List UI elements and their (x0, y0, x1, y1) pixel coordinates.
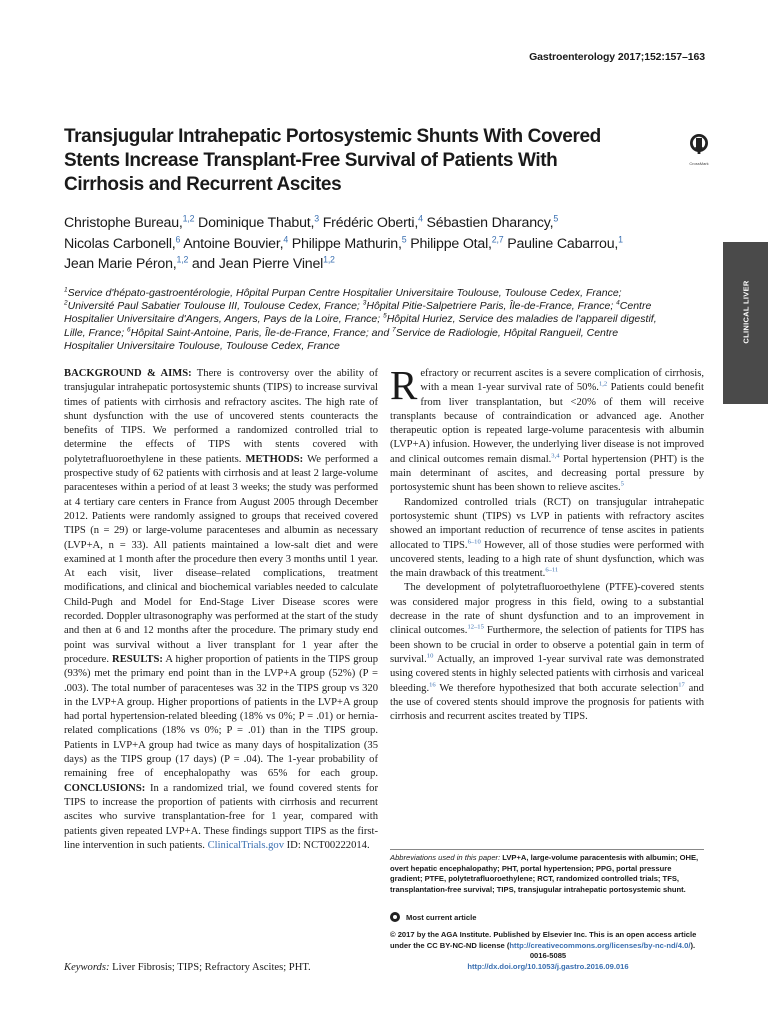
citation-ref[interactable]: 12–15 (467, 623, 484, 631)
intro-text: Portal hypertension (PHT) is the main determinant of ascites, and decreasing portal pressure by portosystemic shunt has been shown to relieve ascites. (390, 453, 704, 494)
author-name: Philippe Otal, (410, 235, 492, 252)
affil-number: 4 (616, 299, 620, 307)
intro-text: Actually, an improved 1-year survival rate was demonstrated using covered stents in highly selected patients with cirrhosis and variceal bleeding. (390, 653, 704, 694)
affil-number: 7 (392, 326, 396, 334)
affiliation-text: Centre (619, 300, 652, 313)
affiliation-line (64, 287, 714, 300)
author-line (64, 213, 714, 234)
author-line (64, 254, 714, 275)
affiliation-text: Hospitalier Universitaire Toulouse, Toulouse Cedex, France (64, 339, 340, 352)
affiliation-line (64, 313, 714, 326)
citation-ref[interactable]: 17 (678, 681, 685, 688)
author-name: Christophe Bureau, (64, 215, 183, 231)
most-current-article[interactable] (390, 912, 476, 922)
section-tab-label: CLINICAL LIVER (741, 280, 750, 344)
clinicaltrials-link[interactable]: ClinicalTrials.gov (207, 839, 284, 851)
affil-number: 1 (64, 286, 68, 294)
author-affil-ref[interactable]: 3 (314, 213, 319, 224)
affiliation-text: Lille, France; (64, 326, 128, 339)
intro-text: Randomized controlled trials (RCT) on transjugular intrahepatic portosystemic shunt (TIPS) vs LVP in patients with refractory ascites showed an important reduction of recurrence of tense ascites in patients allocated to TIPS. (390, 496, 704, 551)
intro-paragraph (390, 362, 704, 496)
copyright-notice (390, 930, 706, 972)
abstract-heading: RESULTS: (109, 653, 163, 665)
title-line: Transjugular Intrahepatic Portosystemic Shunts With Covered (64, 126, 601, 147)
affiliations (64, 287, 714, 353)
affil-number: 2 (64, 299, 68, 307)
affiliation-text: Hôpital Pitie-Salpetriere Paris, Île-de-France, France; (366, 300, 617, 313)
affiliation-line (64, 327, 714, 340)
author-affil-ref[interactable]: 1 (618, 233, 623, 244)
author-name: Dominique Thabut, (198, 215, 315, 231)
intro-text: Patients could benefit from liver transplantation, but <20% of them will receive transplants because of contraindication or advanced age. Another therapeutic option is repeated large-volume paracentesis with albumin (LVP+A) infusion. However, the underlying liver disease is not improved and clinical outcomes remain dismal. (390, 382, 704, 465)
intro-text: However, all of those studies were performed with uncovered stents, leading to a high rate of shunt dysfunction, which was the main drawback of this treatment. (390, 539, 704, 580)
journal-citation: Gastroenterology 2017;152:157–163 (529, 51, 705, 63)
author-name: Frédéric Oberti, (322, 215, 419, 231)
intro-text: The development of polytetrafluoroethylene (PTFE)-covered stents was considered major progress in this field, owing to a substantial decrease in the rate of shunt dysfunction and to an improvement in clinical outcomes. (390, 582, 704, 637)
affiliation-text: Hôpital Saint-Antoine, Paris, Île-de-France, France; and (130, 326, 393, 339)
issn: 0016-5085 (529, 951, 567, 961)
author-affil-ref[interactable]: 1,2 (176, 254, 189, 265)
author-name: Sébastien Dharancy, (426, 215, 554, 231)
intro-paragraph (390, 581, 704, 724)
crossmark-label: CrossMark (689, 161, 709, 166)
citation-ref[interactable]: 3,4 (551, 452, 560, 460)
abstract (64, 367, 378, 853)
affiliation-text: Hôpital Huriez, Service des maladies de l'appareil digestif, (386, 313, 657, 326)
article-title (64, 125, 624, 197)
abstract-results: A higher proportion of patients in the TIPS group (93%) met the primary end point than in the LVP+A group (52%) (P = .003). The total number of paracenteses was 32 in the TIPS group vs 320 in the LVP+A group. Higher proportions of patients in the LVP+A group had portal hypertension-related bleeding (18% vs 0%; P = .01) or hernia-related complications (18% vs 0%; P = .01) than in the TIPS group. Patients in LVP+A group had twice as many days of hospitalization (35 days) as the TIPS group (17 days) (P = .04). The 1-year probability of remaining free of encephalopathy was 65% for each group. (64, 653, 378, 780)
copyright-text: ). (690, 940, 696, 950)
footnote-divider (390, 849, 704, 850)
author-affil-ref[interactable]: 4 (418, 213, 423, 224)
affiliation-text: Université Paul Sabatier Toulouse III, Toulouse Cedex, France; (67, 300, 363, 313)
author-line (64, 234, 714, 255)
keywords-label: Keywords: (64, 962, 110, 973)
affil-number: 6 (127, 326, 131, 334)
abbreviations-note (390, 853, 706, 895)
affiliation-text: Service de Radiologie, Hôpital Rangueil, Centre (395, 326, 619, 339)
abbreviations-label: Abbreviations used in this paper: (390, 853, 501, 862)
title-line: Cirrhosis and Recurrent Ascites (64, 174, 342, 195)
copyright-text: © 2017 by the AGA Institute. Published by Elsevier Inc. This is an open access article under the CC BY-NC-ND license ( (390, 930, 697, 950)
citation-ref[interactable]: 6–11 (545, 566, 559, 574)
author-affil-ref[interactable]: 6 (175, 233, 181, 244)
affil-number: 3 (362, 299, 367, 307)
intro-text: We therefore hypothesized that both accurate selection (435, 682, 679, 694)
author-affil-ref[interactable]: 5 (553, 213, 559, 224)
affiliation-line (64, 300, 714, 313)
author-affil-ref[interactable]: 1,2 (182, 213, 195, 224)
author-affil-ref[interactable]: 4 (283, 233, 289, 244)
author-affil-ref[interactable]: 1,2 (323, 254, 335, 265)
author-list (64, 213, 714, 275)
affiliation-text: Service d'hépato-gastroentérologie, Hôpital Purpan Centre Hospitalier Universitaire Toulouse, Toulouse Cedex, France; (67, 287, 622, 299)
abbreviations-text: LVP+A, large-volume paracentesis with albumin; OHE, overt hepatic encephalopathy; PHT, portal hypertension; PPG, portal pressure gradient; PTFE, polytetrafluoroethylene; RCT, randomized controlled trials; TFS, transplantation-free survival; TIPS, transjugular intrahepatic portosystemic shunt. (390, 853, 699, 894)
crossmark-badge[interactable] (686, 133, 712, 166)
doi-link[interactable]: http://dx.doi.org/10.1053/j.gastro.2016.09.016 (467, 961, 629, 971)
abstract-heading: BACKGROUND & AIMS: (64, 368, 192, 379)
affil-number: 5 (383, 312, 387, 320)
trial-id: ID: NCT00222014. (284, 839, 370, 851)
author-affil-ref[interactable]: 2,7 (491, 233, 504, 244)
most-current-icon (390, 912, 400, 922)
abstract-conclusions: In a randomized trial, we found covered stents for TIPS to increase the proportion of patients with cirrhosis and recurrent ascites who survive transplantation-free for 1 year, compared with patients given repeated LVP+A. These findings support TIPS as the first-line intervention in such patients. (64, 782, 378, 851)
author-name: Antoine Bouvier, (183, 235, 284, 252)
affiliation-text: Hospitalier Universitaire d'Angers, Angers, Pays de la Loire, France; (64, 313, 384, 326)
author-name: Philippe Mathurin, (291, 235, 402, 252)
drop-cap: R (390, 362, 418, 408)
keywords-text: Liver Fibrosis; TIPS; Refractory Ascites; PHT. (109, 962, 311, 973)
intro-text: and the use of covered stents should improve the prognosis for patients with cirrhosis and recurrent ascites treated by TIPS. (390, 682, 704, 723)
crossmark-icon (689, 133, 709, 155)
author-affil-ref[interactable]: 5 (401, 233, 407, 244)
citation-ref[interactable]: 16 (429, 681, 436, 688)
keywords (64, 961, 378, 975)
citation-ref[interactable]: 10 (426, 652, 434, 660)
introduction (390, 362, 704, 724)
abstract-heading: METHODS: (241, 453, 304, 465)
author-name: Nicolas Carbonell, (64, 235, 176, 252)
intro-text: Furthermore, the selection of patients for TIPS has been shown to be crucial in order to observe a potential gain in term of survival. (390, 625, 704, 665)
citation-ref[interactable]: 1,2 (598, 380, 608, 388)
citation-ref[interactable]: 5 (620, 480, 624, 488)
license-link[interactable]: http://creativecommons.org/licenses/by-nc-nd/4.0/ (509, 940, 691, 950)
author-name: Pauline Cabarrou, (507, 235, 619, 252)
affiliation-line (64, 340, 714, 353)
abstract-text (64, 367, 378, 853)
title-line: Stents Increase Transplant-Free Survival of Patients With (64, 150, 558, 171)
most-current-label: Most current article (406, 912, 477, 922)
author-name: and Jean Pierre Vinel (191, 256, 324, 272)
intro-text: efractory or recurrent ascites is a severe complication of cirrhosis, with a mean 1-year survival rate of 50%. (420, 368, 704, 394)
abstract-background: There is controversy over the ability of transjugular intrahepatic portosystemic shunts (TIPS) to increase survival times of patients with cirrhosis and refractory ascites. The high rate of shunt dysfunction with the use of uncovered stents counteracts the benefits of TIPS. We performed a randomized controlled trial to determine the effects of TIPS with stents covered with polytetrafluoroethylene in these patients. (64, 368, 378, 465)
abstract-heading: CONCLUSIONS: (64, 782, 146, 794)
intro-paragraph (390, 496, 704, 582)
author-name: Jean Marie Péron, (64, 256, 177, 272)
citation-ref[interactable]: 6–10 (467, 538, 481, 546)
abstract-methods: We performed a prospective study of 62 patients with cirrhosis and at least 2 large-volume paracenteses within a period of at least 3 weeks; the study was performed at 4 tertiary care centers in France from August 2005 through December 2012. Patients were randomly assigned to groups that received covered TIPS (n = 29) or large-volume paracenteses and albumin as necessary (LVP+A, n = 33). All patients maintained a low-salt diet and were examined at 1 month after the procedure then every 3 months until 1 year. At each visit, liver disease–related complications, treatment modifications, and clinical and biochemical variables needed to calculate Child-Pugh and Model for End-Stage Liver Disease scores were recorded. Doppler ultrasonography was performed at the start of the study and then at 6 and 12 months after the procedure. The primary study end point was survival without a liver transplant for 1 year after the procedure. (64, 453, 378, 665)
section-side-tab (723, 242, 768, 404)
